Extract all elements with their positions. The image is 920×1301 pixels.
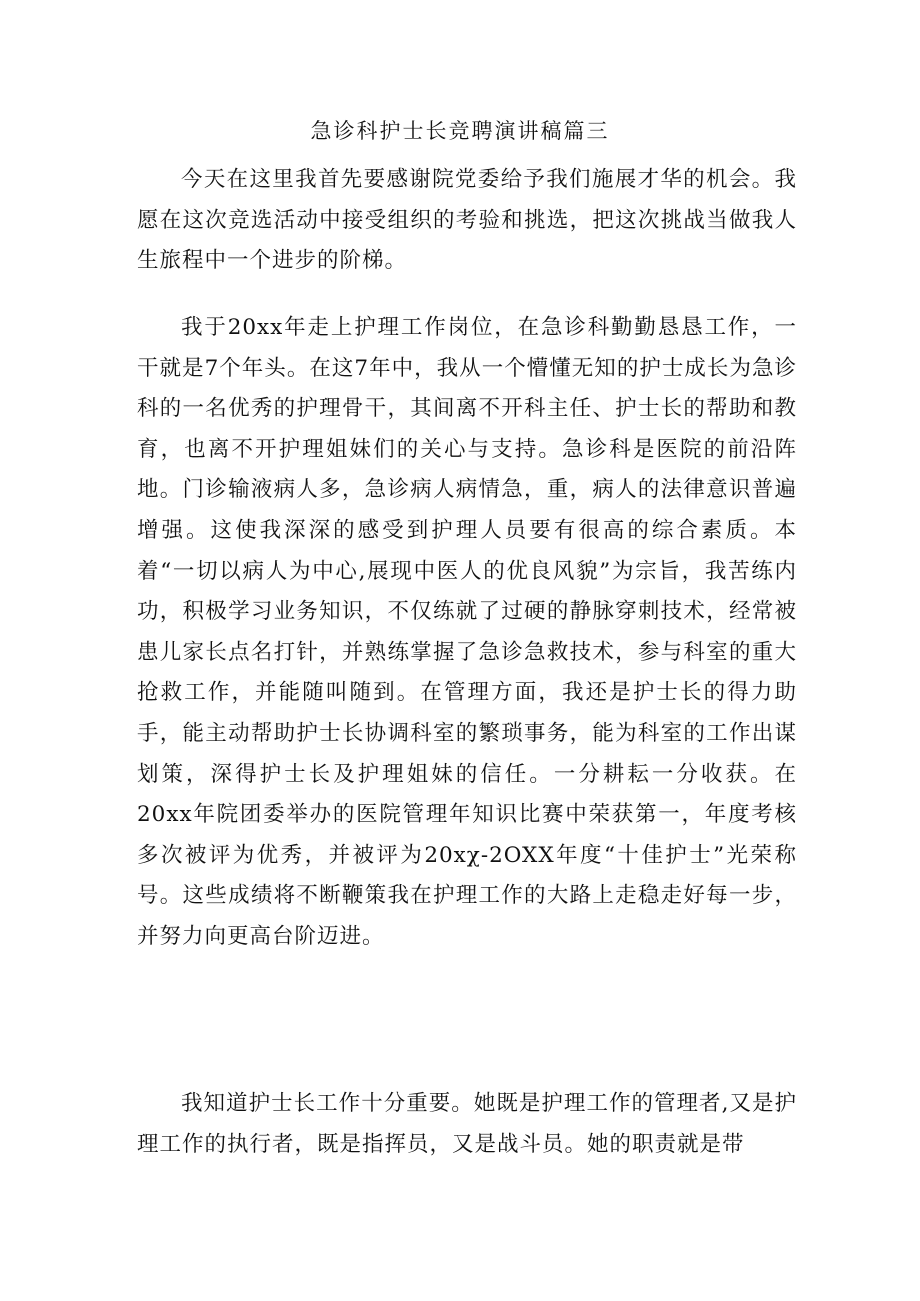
paragraph-intro: 今天在这里我首先要感谢院党委给予我们施展才华的机会。我愿在这次竞选活动中接受组织的考验和挑选，把这次挑战当做我人生旅程中一个进步的阶梯。 (137, 167, 797, 274)
document-title: 急诊科护士长竞聘演讲稿篇三 (310, 119, 610, 143)
paragraph-experience: 我于20xx年走上护理工作岗位，在急诊科勤勤恳恳工作，一干就是7个年头。在这7年中，我从一个懵懂无知的护士成长为急诊科的一名优秀的护理骨干，其间离不开科主任、护士长的帮助和教育，也离不开护理姐妹们的关心与支持。急诊科是医院的前沿阵地。门诊输液病人多，急诊病人病情急，重，病人的法律意识普遍增强。这使我深深的感受到护理人员要有很高的综合素质。本着“一切以病人为中心,展现中医人的优良风貌”为宗旨，我苦练内功，积极学习业务知识，不仅练就了过硬的静脉穿刺技术，经常被患儿家长点名打针，并熟练掌握了急诊急救技术，参与科室的重大抢救工作，并能随叫随到。在管理方面，我还是护士长的得力助手，能主动帮助护士长协调科室的繁琐事务，能为科室的工作出谋划策，深得护士长及护理姐妹的信任。一分耕耘一分收获。在20xx年院团委举办的医院管理年知识比赛中荣获第一，年度考核多次被评为优秀，并被评为20xχ-2OXX年度“十佳护士”光荣称号。这些成绩将不断鞭策我在护理工作的大路上走稳走好每一步，并努力向更高台阶迈进。 (137, 315, 797, 949)
paragraph-role: 我知道护士长工作十分重要。她既是护理工作的管理者,又是护理工作的执行者，既是指挥员，又是战斗员。她的职责就是带 (137, 1091, 797, 1157)
